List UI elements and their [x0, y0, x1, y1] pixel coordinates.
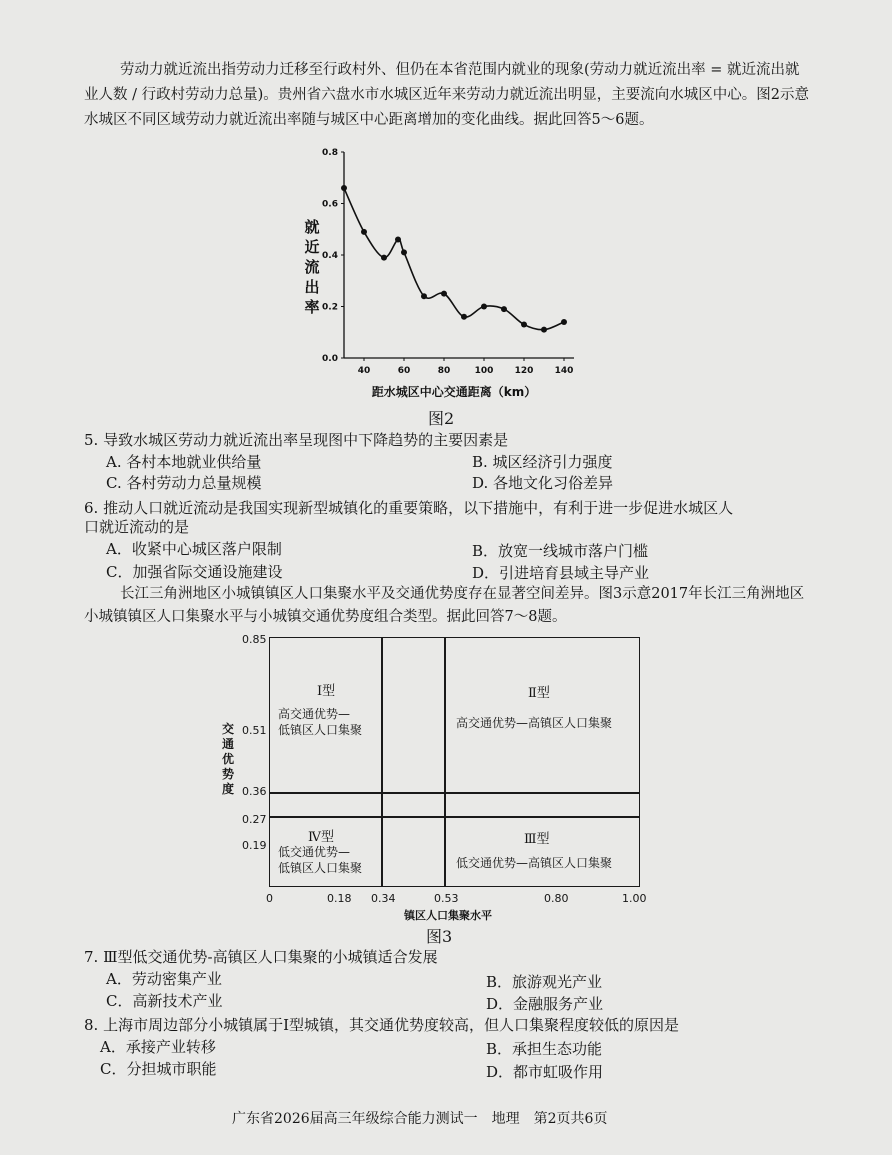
figure2-data-point	[501, 306, 507, 312]
figure2-caption: 图2	[428, 409, 455, 428]
figure2-y-label-char: 率	[304, 298, 320, 316]
figure2-data-point	[361, 229, 367, 235]
figure2-data-point	[561, 319, 567, 325]
q5-option-d: D. 各地文化习俗差异	[472, 474, 614, 492]
figure3-divider	[381, 637, 383, 887]
figure3-type4-desc: 低镇区人口集聚	[278, 861, 363, 875]
figure3-y-tick: 0.85	[242, 633, 267, 646]
figure3-diagram	[220, 630, 660, 922]
figure2-data-point	[395, 237, 401, 243]
figure3-y-tick: 0.36	[242, 785, 267, 798]
figure3-x-tick: 0.18	[327, 892, 352, 905]
q5-option-a: A. 各村本地就业供给量	[106, 453, 262, 471]
figure2-y-tick-label: 0.0	[322, 354, 338, 364]
figure2-data-point	[521, 322, 527, 328]
figure2-y-tick-label: 0.4	[322, 251, 338, 261]
q5-option-c: C. 各村劳动力总量规模	[106, 474, 262, 492]
q8-stem: 8. 上海市周边部分小城镇属于Ⅰ型城镇，其交通优势度较高，但人口集聚程度较低的原因是	[84, 1016, 680, 1034]
figure2-x-tick-label: 80	[437, 366, 451, 376]
figure3-x-axis-label: 镇区人口集聚水平	[404, 909, 492, 922]
q7-option-b: B．旅游观光产业	[486, 973, 603, 991]
figure2-data-point	[461, 314, 467, 320]
q6-stem-line2: 口就近流动的是	[84, 518, 190, 536]
figure2-y-tick-label: 0.2	[322, 302, 338, 313]
figure3-x-tick: 0.80	[544, 892, 569, 905]
figure2-data-point	[481, 304, 487, 310]
figure2-marks	[341, 185, 567, 333]
figure3-type1-desc: 低镇区人口集聚	[278, 723, 363, 737]
q5-stem: 5. 导致水城区劳动力就近流出率呈现图中下降趋势的主要因素是	[84, 431, 509, 449]
intro-paragraph-1: 劳动力就近流出指劳动力迁移至行政村外、但仍在本省范围内就业的现象(劳动力就近流出率 = 就近流出就业人数 / 行政村劳动力总量)。贵州省六盘水市水城区近年来劳动力就近流出明显，主要流向水城区中心。图2示意水城区不同区域劳动力就近流出率随与城区中心距离增加的变化曲线。据此回答5～6题。	[84, 62, 809, 128]
q7-option-d: D．金融服务产业	[486, 995, 604, 1013]
figure2-y-tick-label: 0.6	[322, 199, 338, 210]
figure2-x-tick-label: 40	[357, 366, 371, 376]
figure3-x-tick: 1.00	[622, 892, 647, 905]
figure2-y-label-char: 流	[304, 258, 320, 276]
figure2-x-axis-label: 距水城区中心交通距离（km）	[371, 385, 537, 399]
q7-stem: 7. Ⅲ型低交通优势-高镇区人口集聚的小城镇适合发展	[84, 948, 438, 966]
figure3-x-tick: 0.53	[434, 892, 459, 905]
figure3-y-tick: 0.19	[242, 839, 267, 852]
figure2-data-point	[541, 327, 547, 333]
figure3-y-tick: 0.27	[242, 813, 267, 826]
figure2-x-tick-label: 140	[554, 366, 574, 376]
q6-option-c: C．加强省际交通设施建设	[106, 563, 283, 581]
q8-option-d: D．都市虹吸作用	[486, 1063, 604, 1081]
q6-option-a: A．收紧中心城区落户限制	[106, 540, 282, 558]
figure3-type2-name: Ⅱ型	[528, 686, 550, 701]
figure2-y-label-char: 近	[304, 238, 320, 256]
q8-option-c: C．分担城市职能	[100, 1060, 217, 1078]
figure2-data-point	[421, 293, 427, 299]
figure2-data-point	[441, 291, 447, 297]
figure3-type4-desc: 低交通优势—	[278, 845, 351, 859]
q6-option-b: B．放宽一线城市落户门槛	[472, 542, 649, 560]
figure2-x-tick-label: 60	[397, 366, 411, 376]
q6-option-d: D．引进培育县域主导产业	[472, 564, 650, 582]
figure3-divider	[269, 792, 640, 794]
figure2-x-tick-label: 100	[474, 366, 494, 376]
figure2-data-point	[381, 255, 387, 261]
figure2-y-axis-label	[304, 218, 319, 316]
figure3-y-axis-label: 交通优势度	[222, 722, 235, 796]
figure3-x-tick: 0	[266, 892, 273, 905]
page-footer: 广东省2026届高三年级综合能力测试一 地理 第2页共6页	[232, 1111, 608, 1127]
figure2-data-point	[341, 185, 347, 191]
q5-option-b: B. 城区经济引力强度	[472, 453, 613, 471]
figure2-y-label-char: 出	[304, 278, 320, 296]
q6-stem-line1: 6. 推动人口就近流动是我国实现新型城镇化的重要策略，以下措施中，有利于进一步促进水城区人	[84, 499, 734, 517]
figure2-y-label-char: 就	[304, 218, 320, 236]
intro-paragraph-2: 长江三角洲地区小城镇镇区人口集聚水平及交通优势度存在显著空间差异。图3示意2017年长江三角洲地区小城镇镇区人口集聚水平与小城镇交通优势度组合类型。据此回答7～8题。	[84, 586, 805, 625]
figure3-divider	[444, 637, 446, 887]
figure2-series-line	[344, 188, 564, 330]
figure2-x-tick-label: 120	[514, 366, 534, 376]
figure3-type1-name: Ⅰ型	[317, 684, 336, 699]
figure3-type4-name: Ⅳ型	[308, 830, 334, 845]
figure3-x-tick: 0.34	[371, 892, 396, 905]
q8-option-b: B．承担生态功能	[486, 1040, 603, 1058]
figure2-axes	[322, 148, 574, 376]
figure3-caption: 图3	[426, 927, 453, 946]
q7-option-c: C．高新技术产业	[106, 992, 223, 1010]
q7-option-a: A．劳动密集产业	[106, 970, 222, 988]
q8-option-a: A．承接产业转移	[100, 1038, 216, 1056]
figure2-chart	[290, 140, 590, 402]
figure3-y-tick: 0.51	[242, 724, 267, 737]
figure3-type1-desc: 高交通优势—	[278, 707, 351, 721]
figure3-divider	[269, 816, 640, 818]
figure3-type2-desc: 高交通优势—高镇区人口集聚	[456, 716, 613, 730]
figure2-data-point	[401, 249, 407, 255]
figure3-type3-name: Ⅲ型	[524, 832, 550, 847]
figure3-type3-desc: 低交通优势—高镇区人口集聚	[456, 856, 613, 870]
figure2-y-tick-label: 0.8	[322, 148, 338, 158]
